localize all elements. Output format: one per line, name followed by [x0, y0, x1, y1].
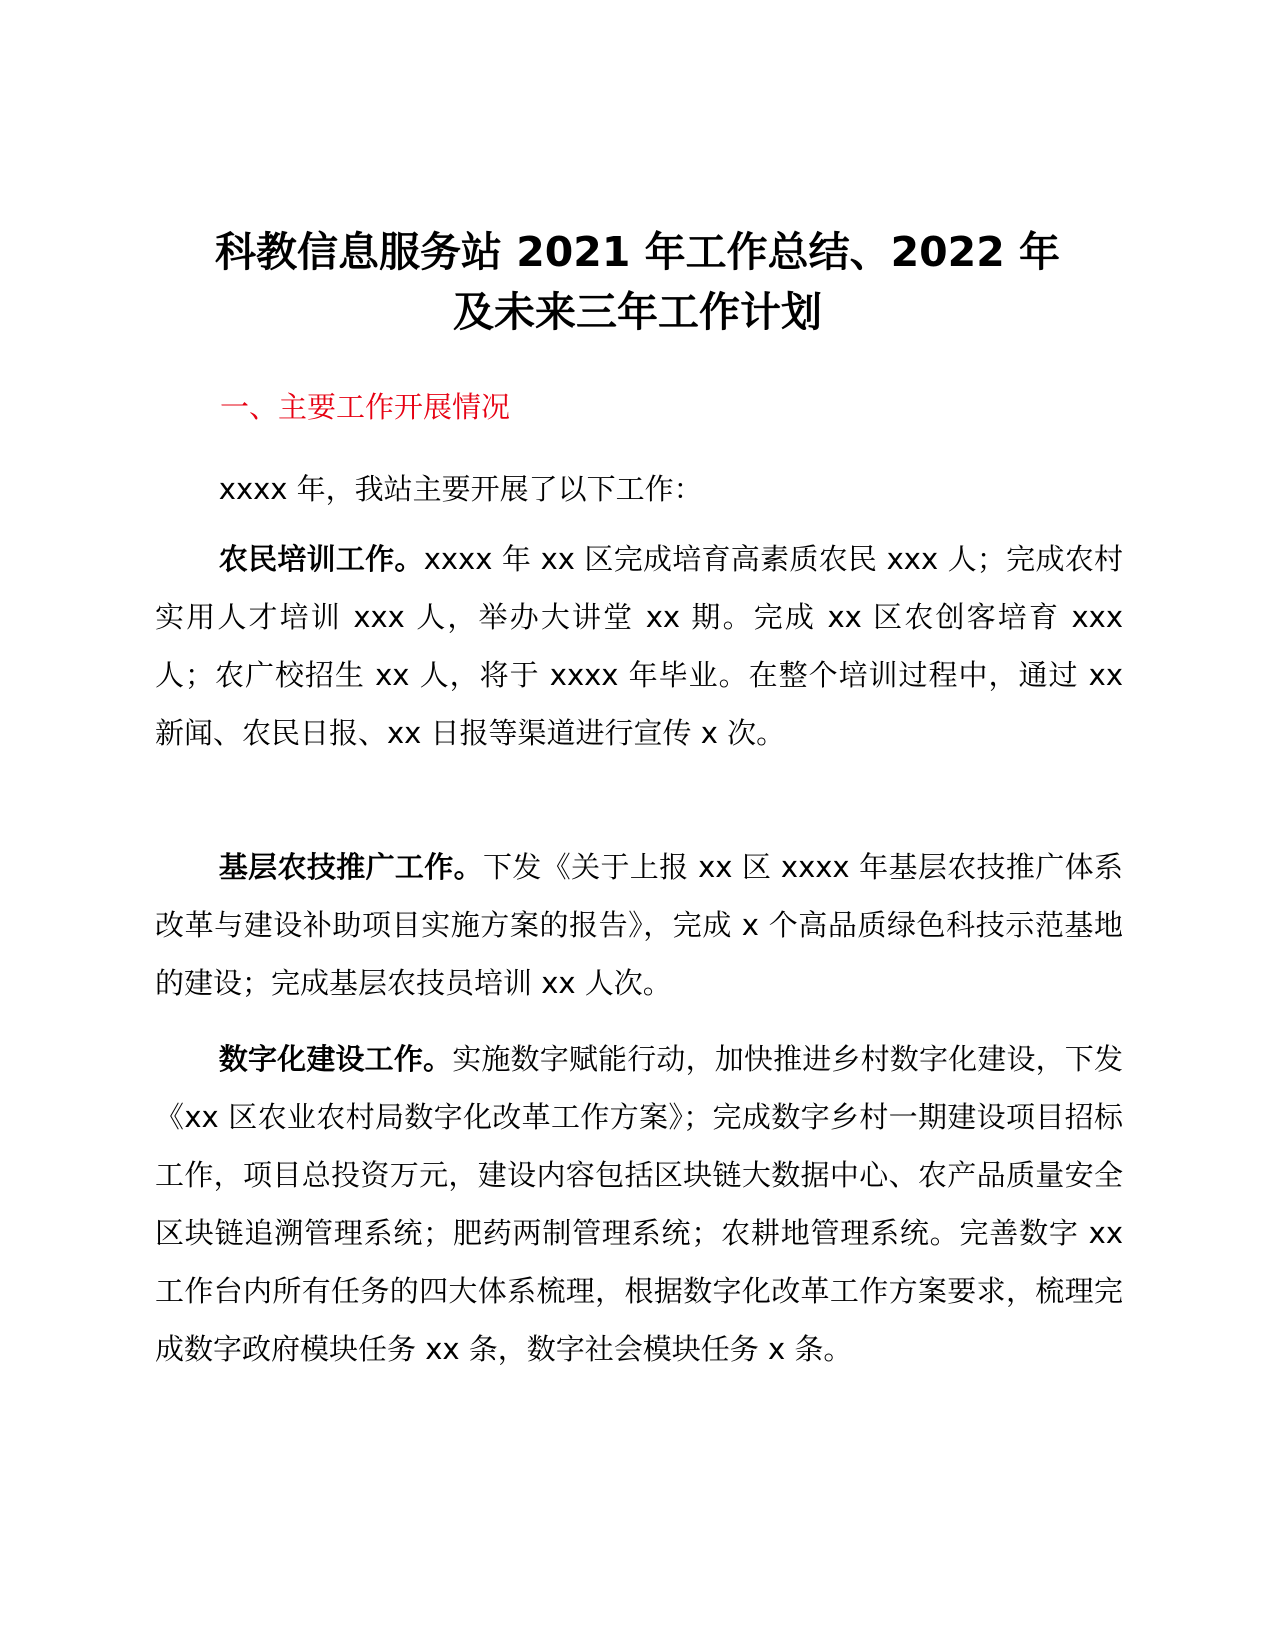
document-title: [140, 222, 1135, 342]
tech-extension-lead: 基层农技推广工作。: [218, 850, 484, 884]
title-line-2: 及未来三年工作计划: [453, 288, 822, 336]
digital-construction-body: 实施数字赋能行动，加快推进乡村数字化建设，下发《xx 区农业农村局数字化改革工作方案》；完成数字乡村一期建设项目招标工作，项目总投资万元，建设内容包括区块链大数据中心、农产品质量安全区块链追溯管理系统；肥药两制管理系统；农耕地管理系统。完善数字 xx 工作台内所有任务的四大体系梳理，根据数字化改革工作方案要求，梳理完成数字政府模块任务 xx 条，数字社会模块任务 x 条。: [155, 1042, 1123, 1366]
title-line-1: 科教信息服务站 2021 年工作总结、2022 年: [214, 228, 1061, 276]
farmer-training-body: xxxx 年 xx 区完成培育高素质农民 xxx 人；完成农村实用人才培训 xxx 人，举办大讲堂 xx 期。完成 xx 区农创客培育 xxx 人；农广校招生 xx 人，将于 xxxx 年毕业。在整个培训过程中，通过 xx 新闻、农民日报、xx 日报等渠道进行宣传 x 次。: [155, 542, 1123, 750]
digital-construction-lead: 数字化建设工作。: [218, 1042, 453, 1076]
tech-extension-paragraph: [155, 838, 1123, 1012]
tech-extension-body: 下发《关于上报 xx 区 xxxx 年基层农技推广体系改革与建设补助项目实施方案的报告》，完成 x 个高品质绿色科技示范基地的建设；完成基层农技员培训 xx 人次。: [155, 850, 1123, 1000]
farmer-training-paragraph: [155, 530, 1123, 762]
section-heading: 一、主要工作开展情况: [220, 390, 511, 424]
farmer-training-lead: 农民培训工作。: [218, 542, 424, 576]
intro-text: xxxx 年，我站主要开展了以下工作：: [218, 472, 703, 506]
digital-construction-paragraph: [155, 1030, 1123, 1378]
intro-paragraph: [155, 460, 1123, 518]
